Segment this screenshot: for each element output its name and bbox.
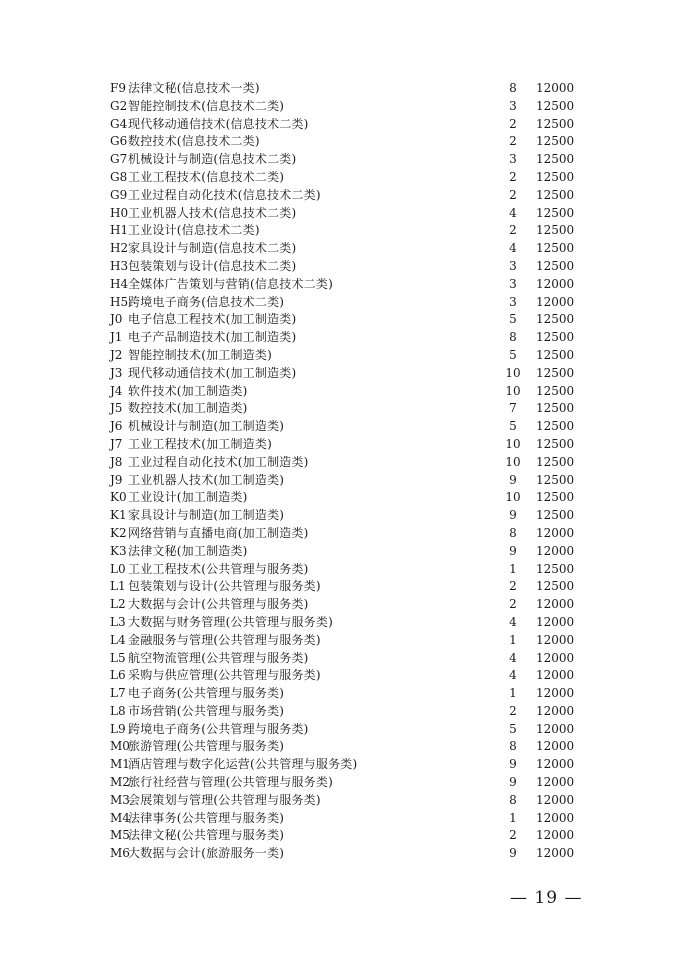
- program-fee: 12500: [536, 419, 575, 434]
- program-code: G6: [110, 134, 128, 149]
- program-code: G7: [110, 152, 128, 167]
- program-code: J9: [110, 472, 123, 487]
- list-item: [110, 205, 580, 223]
- program-fee: 12500: [536, 454, 575, 469]
- list-item: [110, 80, 580, 98]
- program-code: M5: [110, 828, 130, 843]
- program-code: G8: [110, 169, 128, 184]
- list-item: [110, 578, 580, 596]
- program-count: 9: [509, 508, 517, 523]
- program-count: 3: [509, 276, 517, 291]
- program-code: M1: [110, 757, 130, 772]
- program-name: 工业设计(信息技术二类): [128, 223, 260, 238]
- program-fee: 12000: [536, 828, 575, 843]
- program-count: 1: [509, 561, 517, 576]
- program-fee: 12500: [536, 383, 575, 398]
- list-item: [110, 383, 580, 401]
- program-code: H3: [110, 258, 129, 273]
- program-fee: 12500: [536, 169, 575, 184]
- list-item: [110, 133, 580, 151]
- program-count: 4: [509, 650, 517, 665]
- program-name: 家具设计与制造(加工制造类): [128, 508, 285, 523]
- program-fee: 12000: [536, 810, 575, 825]
- program-fee: 12500: [536, 365, 575, 380]
- program-count: 9: [509, 472, 517, 487]
- program-name: 数控技术(加工制造类): [128, 401, 248, 416]
- program-name: 法律文秘(加工制造类): [128, 543, 248, 558]
- list-item: [110, 311, 580, 329]
- program-fee: 12000: [536, 775, 575, 790]
- program-count: 8: [509, 739, 517, 754]
- program-code: J7: [110, 436, 123, 451]
- list-item: [110, 329, 580, 347]
- list-item: [110, 489, 580, 507]
- list-item: [110, 454, 580, 472]
- program-name: 大数据与财务管理(公共管理与服务类): [128, 614, 333, 629]
- program-name: 工业过程自动化技术(加工制造类): [128, 454, 309, 469]
- program-fee: 12500: [536, 472, 575, 487]
- program-code: H0: [110, 205, 129, 220]
- list-item: [110, 845, 580, 863]
- program-count: 2: [509, 703, 517, 718]
- program-count: 4: [509, 614, 517, 629]
- program-name: 现代移动通信技术(信息技术二类): [128, 116, 309, 131]
- list-item: [110, 650, 580, 668]
- program-code: L1: [110, 579, 126, 594]
- program-code: J5: [110, 401, 123, 416]
- program-code: K2: [110, 525, 127, 540]
- program-count: 5: [509, 347, 517, 362]
- list-item: [110, 187, 580, 205]
- program-count: 2: [509, 116, 517, 131]
- program-name: 工业机器人技术(加工制造类): [128, 472, 285, 487]
- program-code: L3: [110, 614, 126, 629]
- program-name: 大数据与会计(公共管理与服务类): [128, 597, 309, 612]
- program-fee: 12500: [536, 401, 575, 416]
- program-name: 家具设计与制造(信息技术二类): [128, 241, 297, 256]
- program-code: G2: [110, 98, 128, 113]
- program-count: 8: [509, 330, 517, 345]
- list-item: [110, 507, 580, 525]
- program-name: 旅游管理(公共管理与服务类): [128, 739, 285, 754]
- program-count: 10: [505, 436, 521, 451]
- program-code: K1: [110, 508, 127, 523]
- list-item: [110, 614, 580, 632]
- program-fee: 12000: [536, 294, 575, 309]
- program-name: 智能控制技术(加工制造类): [128, 347, 272, 362]
- program-name: 机械设计与制造(加工制造类): [128, 419, 285, 434]
- program-count: 2: [509, 597, 517, 612]
- program-name: 数控技术(信息技术二类): [128, 134, 260, 149]
- program-count: 5: [509, 312, 517, 327]
- program-count: 3: [509, 98, 517, 113]
- list-item: [110, 632, 580, 650]
- program-fee: 12500: [536, 579, 575, 594]
- program-fee: 12500: [536, 223, 575, 238]
- program-count: 5: [509, 419, 517, 434]
- program-name: 工业工程技术(公共管理与服务类): [128, 561, 309, 576]
- list-item: [110, 294, 580, 312]
- program-name: 采购与供应管理(公共管理与服务类): [128, 668, 321, 683]
- program-code: H1: [110, 223, 129, 238]
- program-count: 1: [509, 632, 517, 647]
- program-code: L9: [110, 721, 126, 736]
- program-name: 机械设计与制造(信息技术二类): [128, 152, 297, 167]
- program-code: L5: [110, 650, 126, 665]
- program-code: M6: [110, 846, 130, 861]
- program-code: L8: [110, 703, 126, 718]
- program-count: 10: [505, 365, 521, 380]
- program-name: 旅行社经营与管理(公共管理与服务类): [128, 775, 333, 790]
- list-item: [110, 98, 580, 116]
- program-code: M2: [110, 775, 130, 790]
- program-code: J8: [110, 454, 123, 469]
- program-code: M3: [110, 792, 130, 807]
- program-count: 9: [509, 846, 517, 861]
- program-fee: 12000: [536, 597, 575, 612]
- program-count: 4: [509, 205, 517, 220]
- program-code: K0: [110, 490, 127, 505]
- program-name: 酒店管理与数字化运营(公共管理与服务类): [128, 757, 358, 772]
- program-fee: 12500: [536, 490, 575, 505]
- program-name: 市场营销(公共管理与服务类): [128, 703, 285, 718]
- program-name: 法律事务(公共管理与服务类): [128, 810, 285, 825]
- program-name: 大数据与会计(旅游服务一类): [128, 846, 285, 861]
- program-name: 法律文秘(公共管理与服务类): [128, 828, 285, 843]
- program-code: J4: [110, 383, 123, 398]
- list-item: [110, 685, 580, 703]
- program-fee: 12500: [536, 561, 575, 576]
- list-item: [110, 240, 580, 258]
- program-count: 9: [509, 757, 517, 772]
- program-code: J2: [110, 347, 123, 362]
- program-code: K3: [110, 543, 127, 558]
- program-code: G9: [110, 187, 128, 202]
- program-count: 9: [509, 775, 517, 790]
- program-count: 2: [509, 187, 517, 202]
- program-name: 跨境电子商务(公共管理与服务类): [128, 721, 309, 736]
- program-count: 9: [509, 543, 517, 558]
- program-fee: 12500: [536, 152, 575, 167]
- program-fee: 12500: [536, 116, 575, 131]
- list-item: [110, 596, 580, 614]
- list-item: [110, 721, 580, 739]
- list-item: [110, 774, 580, 792]
- program-fee: 12500: [536, 258, 575, 273]
- program-count: 3: [509, 294, 517, 309]
- program-code: L6: [110, 668, 126, 683]
- list-item: [110, 756, 580, 774]
- program-fee: 12500: [536, 436, 575, 451]
- list-item: [110, 792, 580, 810]
- program-count: 4: [509, 668, 517, 683]
- list-item: [110, 222, 580, 240]
- program-count: 2: [509, 169, 517, 184]
- program-count: 10: [505, 383, 521, 398]
- program-code: J3: [110, 365, 123, 380]
- program-fee: 12000: [536, 739, 575, 754]
- program-fee: 12500: [536, 241, 575, 256]
- list-item: [110, 667, 580, 685]
- program-code: H4: [110, 276, 129, 291]
- program-count: 3: [509, 152, 517, 167]
- program-name: 工业设计(加工制造类): [128, 490, 248, 505]
- list-item: [110, 276, 580, 294]
- list-item: [110, 525, 580, 543]
- program-name: 工业过程自动化技术(信息技术二类): [128, 187, 321, 202]
- program-name: 包装策划与设计(信息技术二类): [128, 258, 297, 273]
- program-count: 8: [509, 525, 517, 540]
- program-name: 电子产品制造技术(加工制造类): [128, 330, 297, 345]
- program-name: 电子信息工程技术(加工制造类): [128, 312, 297, 327]
- program-code: L2: [110, 597, 126, 612]
- program-count: 8: [509, 81, 517, 95]
- program-name: 工业工程技术(加工制造类): [128, 436, 272, 451]
- program-fee: 12000: [536, 846, 575, 861]
- program-count: 10: [505, 454, 521, 469]
- program-fee: 12000: [536, 668, 575, 683]
- program-count: 8: [509, 792, 517, 807]
- program-fee: 12000: [536, 543, 575, 558]
- program-count: 1: [509, 810, 517, 825]
- list-item: [110, 543, 580, 561]
- program-name: 现代移动通信技术(加工制造类): [128, 365, 297, 380]
- program-count: 2: [509, 223, 517, 238]
- program-count: 3: [509, 258, 517, 273]
- program-name: 工业工程技术(信息技术二类): [128, 169, 285, 184]
- program-code: H5: [110, 294, 129, 309]
- program-fee: 12000: [536, 721, 575, 736]
- program-name: 智能控制技术(信息技术二类): [128, 98, 285, 113]
- list-item: [110, 365, 580, 383]
- program-code: J1: [110, 330, 123, 345]
- program-code: J6: [110, 419, 123, 434]
- program-code: L7: [110, 686, 126, 701]
- list-item: [110, 116, 580, 134]
- program-fee: 12000: [536, 650, 575, 665]
- program-name: 软件技术(加工制造类): [128, 383, 248, 398]
- program-fee: 12000: [536, 276, 575, 291]
- program-code: J0: [110, 312, 123, 327]
- program-count: 4: [509, 241, 517, 256]
- program-name: 包装策划与设计(公共管理与服务类): [128, 579, 321, 594]
- program-name: 法律文秘(信息技术一类): [128, 81, 260, 95]
- program-count: 2: [509, 134, 517, 149]
- list-item: [110, 810, 580, 828]
- list-item: [110, 418, 580, 436]
- program-name: 电子商务(公共管理与服务类): [128, 686, 285, 701]
- program-code: L0: [110, 561, 126, 576]
- program-list: [110, 80, 580, 863]
- program-fee: 12500: [536, 205, 575, 220]
- program-fee: 12000: [536, 614, 575, 629]
- program-name: 航空物流管理(公共管理与服务类): [128, 650, 309, 665]
- program-fee: 12000: [536, 703, 575, 718]
- program-fee: 12000: [536, 686, 575, 701]
- list-item: [110, 347, 580, 365]
- program-code: G4: [110, 116, 128, 131]
- list-item: [110, 738, 580, 756]
- program-fee: 12000: [536, 81, 575, 95]
- list-item: [110, 703, 580, 721]
- page-number: — 19 —: [510, 888, 583, 908]
- list-item: [110, 258, 580, 276]
- program-count: 7: [509, 401, 517, 416]
- list-item: [110, 151, 580, 169]
- program-fee: 12500: [536, 508, 575, 523]
- program-fee: 12000: [536, 792, 575, 807]
- program-code: M4: [110, 810, 130, 825]
- list-item: [110, 827, 580, 845]
- program-fee: 12500: [536, 187, 575, 202]
- program-fee: 12500: [536, 312, 575, 327]
- program-code: F9: [110, 81, 126, 95]
- list-item: [110, 561, 580, 579]
- program-name: 网络营销与直播电商(加工制造类): [128, 525, 309, 540]
- program-name: 会展策划与管理(公共管理与服务类): [128, 792, 321, 807]
- program-fee: 12500: [536, 330, 575, 345]
- list-item: [110, 169, 580, 187]
- program-fee: 12500: [536, 347, 575, 362]
- program-name: 金融服务与管理(公共管理与服务类): [128, 632, 321, 647]
- list-item: [110, 472, 580, 490]
- program-count: 1: [509, 686, 517, 701]
- program-fee: 12500: [536, 98, 575, 113]
- program-code: H2: [110, 241, 129, 256]
- program-count: 2: [509, 579, 517, 594]
- list-item: [110, 436, 580, 454]
- program-name: 全媒体广告策划与营销(信息技术二类): [128, 276, 333, 291]
- program-code: L4: [110, 632, 126, 647]
- program-fee: 12000: [536, 632, 575, 647]
- list-item: [110, 400, 580, 418]
- program-fee: 12000: [536, 525, 575, 540]
- program-name: 工业机器人技术(信息技术二类): [128, 205, 297, 220]
- program-fee: 12500: [536, 134, 575, 149]
- program-count: 2: [509, 828, 517, 843]
- program-code: M0: [110, 739, 130, 754]
- program-count: 5: [509, 721, 517, 736]
- program-fee: 12000: [536, 757, 575, 772]
- program-name: 跨境电子商务(信息技术二类): [128, 294, 285, 309]
- program-count: 10: [505, 490, 521, 505]
